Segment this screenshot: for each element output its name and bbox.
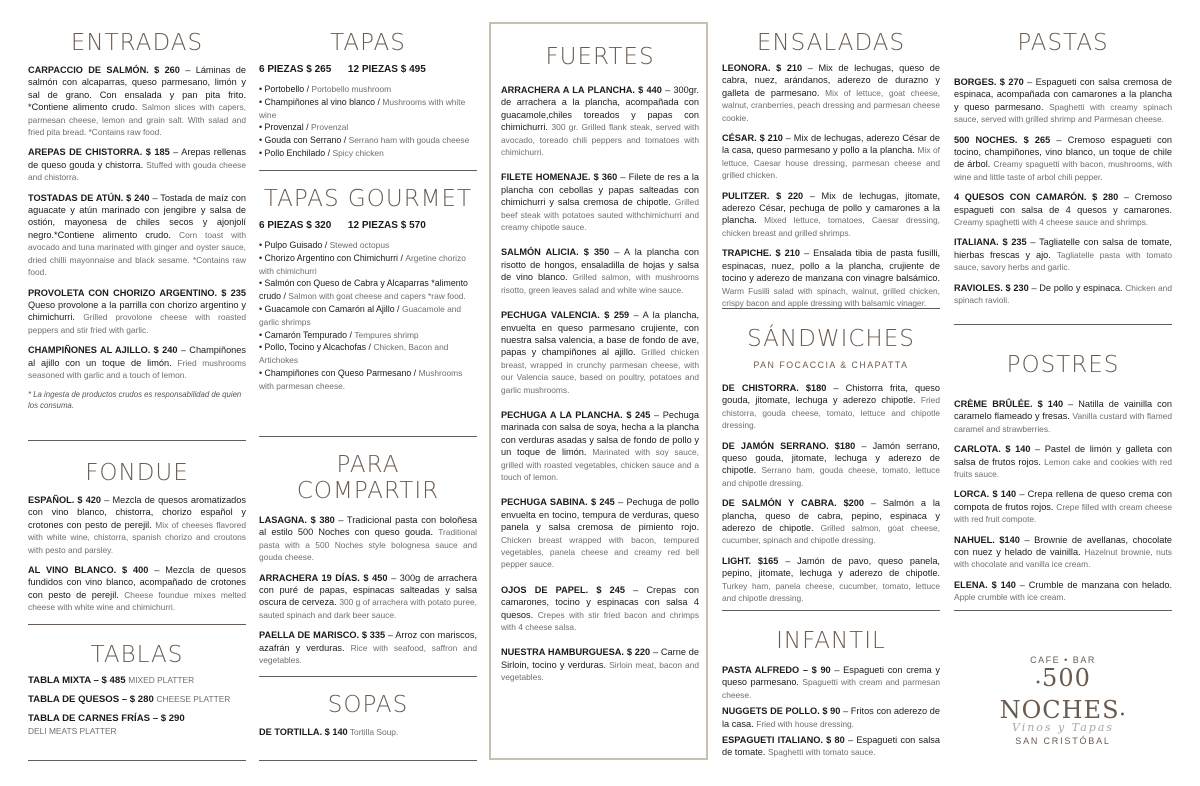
divider <box>722 308 940 309</box>
list-item: • Camarón Tempurado / Tempures shrimp <box>259 329 477 342</box>
list-item: PECHUGA A LA PLANCHA. $ 245 – Pechuga marinada con salsa de soya, hecha a la plancha con verduras asadas y salsa de fondo de pollo y un toque de limón. Marinated with soy sauce, grilled with roasted vegetables, chicken sauce and a touch of lemon. <box>501 409 700 482</box>
list-item: CRÈME BRÛLÉE. $ 140 – Natilla de vainilla con caramelo flameado y fresas. Vanilla custard with flamed caramel and strawberries. <box>954 399 1172 434</box>
brand-logo <box>968 655 1158 746</box>
list-item: TRAPICHE. $ 210 – Ensalada tibia de pasta fusilli, espinacas, nuez, pollo a la plancha, crujiente de tocino y aderezo de manzana con vinagre balsámico. Warm Fusilli salad with spinach, walnut, grilled chicken, crispy bacon and apple dressing with balsamic vinager. <box>722 248 940 308</box>
tapas-section <box>259 30 477 160</box>
list-item: 4 QUESOS CON CAMARÓN. $ 280 – Cremoso espagueti con salsa de 4 quesos y camarones. Creamy spaghetti with 4 cheese sauce and shrimps. <box>954 192 1172 228</box>
divider <box>28 624 246 625</box>
list-item: • Pollo Enchilado / Spicy chicken <box>259 147 477 160</box>
list-item: PASTA ALFREDO – $ 90 – Espagueti con crema y queso parmesano. Spaguetti with cream and parmesan cheese. <box>722 665 941 700</box>
list-item: AL VINO BLANCO. $ 400 – Mezcla de quesos fundidos con vino blanco, acompañado de crotones con pesto de perejil. Cheese foundue mixes melted cheese with white wine and chimichurri. <box>28 565 246 613</box>
divider <box>259 170 477 171</box>
divider <box>28 760 246 761</box>
raw-food-note: * La ingesta de productos crudos es responsabilidad de quien los consuma. <box>28 390 242 411</box>
list-item: AREPAS DE CHISTORRA. $ 185 – Arepas rellenas de queso gouda y chistorra. Stuffed with gouda cheese and chistorra. <box>28 147 246 183</box>
list-item: • Gouda con Serrano / Serrano ham with gouda cheese <box>259 134 477 147</box>
section-title-fondue: FONDUE <box>85 460 189 486</box>
tapas-gourmet-list <box>259 239 477 393</box>
divider <box>259 436 477 437</box>
list-item: CARLOTA. $ 140 – Pastel de limón y galleta con salsa de frutos rojos. Lemon cake and cookies with red fruits sauce. <box>954 444 1172 480</box>
list-item: PROVOLETA CON CHORIZO ARGENTINO. $ 235 Queso provolone a la parrilla con chorizo argentino y chimichurri. Grilled provolone cheese with roasted peppers and stir fried with garlic. <box>28 287 246 335</box>
tapas-gourmet-prices: 6 PIEZAS $ 320 12 PIEZAS $ 570 <box>259 220 426 231</box>
tapas-gourmet-section <box>259 186 477 393</box>
list-item: PECHUGA SABINA. $ 245 – Pechuga de pollo envuelta en tocino, tempura de verduras, queso panela y salsa cremosa de pimiento rojo. Chicken breast wrapped with bacon, tempured vegetables, panela cheese and creamy red bell pepper sauce. <box>501 497 699 570</box>
column-1 <box>28 0 246 411</box>
divider <box>28 440 246 441</box>
list-item: NUGGETS DE POLLO. $ 90 – Fritos con aderezo de la casa. Fried with house dressing. <box>722 706 940 729</box>
logo-script: Vinos y Tapas <box>1011 721 1115 734</box>
list-item: DE CHISTORRA. $180 – Chistorra frita, queso gouda, jitomate, lechuga y aderezo chipotle. Fried chistorra, gouda cheese, tomato, lettuce and chipotle dressing. <box>722 383 940 431</box>
infantil-section <box>722 628 940 759</box>
list-item: • Champiñones con Queso Parmesano / Mushrooms with parmesan cheese. <box>259 367 477 393</box>
logo-name: •500 NOCHES• <box>999 664 1127 724</box>
list-item: • Portobello / Portobello mushroom <box>259 83 477 96</box>
list-item: SALMÓN ALICIA. $ 350 – A la plancha con risotto de hongos, ensaladilla de hojas y salsa de vino blanco. Grilled salmon, with mushrooms risotto, green leaves salad and white wine sauce. <box>501 247 699 295</box>
divider <box>259 676 477 677</box>
list-item: ARRACHERA A LA PLANCHA. $ 440 – 300gr. de arrachera a la plancha, acompañada con guacamole,chiles toreados y papas con chimichurri. 300 gr. Grilled flank steak, served with avocado, toreado chili peppers and tomatoes with chimichurri. <box>501 85 699 158</box>
list-item: LIGHT. $165 – Jamón de pavo, queso panela, pepino, jitomate, lechuga y aderezo de chipotle. Turkey ham, panela cheese, cucumber, tomato, lettuce and chipotle dressing. <box>722 555 940 604</box>
logo-bottom: SAN CRISTÓBAL <box>1015 736 1111 746</box>
list-item: CHAMPIÑONES AL AJILLO. $ 240 – Champiñones al ajillo con un toque de limón. Fried mushrooms seasoned with garlic and a touch of lemon. <box>28 345 247 380</box>
section-title-tapas-gourmet: TAPAS GOURMET <box>263 186 473 212</box>
section-title-infantil: INFANTIL <box>776 628 886 654</box>
section-title-sandwiches: SÁNDWICHES <box>747 326 915 352</box>
section-title-tablas: TABLAS <box>90 642 184 668</box>
entradas-list <box>28 64 246 411</box>
divider <box>259 760 477 761</box>
list-item: • Provenzal / Provenzal <box>259 121 477 134</box>
list-item: ELENA. $ 140 – Crumble de manzana con helado. Apple crumble with ice cream. <box>954 579 1172 603</box>
divider <box>722 610 940 611</box>
list-item: CÉSAR. $ 210 – Mix de lechugas, aderezo César de la casa, queso parmesano y pollo a la plancha. Mix of lettuce, Caesar house dressing, parmesan cheese and grilled chicken. <box>722 133 940 181</box>
list-item: DE JAMÓN SERRANO. $180 – Jamón serrano, queso gouda, jitomate, lechuga y aderezo de chipotle. Serrano ham, gouda cheese, tomato, lettuce and chipotle dressing. <box>722 440 940 488</box>
list-item: • Salmón con Queso de Cabra y Alcaparras *alimento crudo / Salmon with goat cheese and capers *raw food. <box>259 277 477 303</box>
list-item: • Guacamole con Camarón al Ajillo / Guacamole and garlic shrimps <box>259 303 477 329</box>
tapas-list <box>259 83 477 160</box>
list-item: TABLA DE QUESOS – $ 280 CHEESE PLATTER <box>28 694 231 705</box>
fondue-section <box>28 460 246 622</box>
list-item: PECHUGA VALENCIA. $ 259 – A la plancha, envuelta en queso parmesano crujiente, con nuestra salsa valencia, a base de fondo de ave, papas y champiñones al ajillo. Grilled chicken breast, wrapped in crunchy parmesan cheese, with our Valencia sauce, based on poultry, potatoes and garlic mushrooms. <box>501 310 700 395</box>
list-item: CARPACCIO DE SALMÓN. $ 260 – Láminas de salmón con alcaparras, queso parmesano, limón y sal de grano. Con ensalada y pan pita frito. *Contiene alimento crudo. Salmon slices with capers, parmesan cheese, lemon and grain salt. With salad and fried pita bread. *Contains raw food. <box>28 65 246 138</box>
divider <box>954 610 1172 611</box>
list-item: RAVIOLES. $ 230 – De pollo y espinaca. Chicken and spinach ravioli. <box>954 282 1172 306</box>
section-title-tapas: TAPAS <box>330 30 406 56</box>
list-item: ARRACHERA 19 DÍAS. $ 450 – 300g de arrachera con puré de papas, espinacas salteadas y salsa oscura de cerveza. 300 g of arrachera with potato puree, sauted spinach and dark beer sauce. <box>259 572 477 620</box>
sandwiches-subtitle: PAN FOCACCIA & CHAPATTA <box>753 360 909 370</box>
list-item: TABLA MIXTA – $ 485 MIXED PLATTER <box>28 675 195 686</box>
list-item: • Pollo, Tocino y Alcachofas / Chicken, Bacon and Artichokes <box>259 341 477 367</box>
list-item: OJOS DE PAPEL. $ 245 – Crepas con camarones, tocino y espinacas con salsa 4 quesos. Crepes with stir fried bacon and chrimps with 4 cheese salsa. <box>501 584 700 633</box>
section-title-sopas: SOPAS <box>327 692 409 718</box>
section-title-para-compartir: PARA COMPARTIR <box>296 452 440 504</box>
fuertes-section <box>501 44 699 692</box>
tablas-section <box>28 642 246 744</box>
list-item: LASAGNA. $ 380 – Tradicional pasta con boloñesa al estilo 500 Noches con queso gouda. Traditional pasta with a 500 Noches style bolognesa sauce and gouda cheese. <box>259 515 477 563</box>
sopas-section <box>259 692 477 746</box>
section-title-entradas: ENTRADAS <box>70 30 204 56</box>
list-item: PAELLA DE MARISCO. $ 335 – Arroz con mariscos, azafrán y verduras. Rice with seafood, saffron and vegetables. <box>259 630 477 666</box>
list-item: • Champiñones al vino blanco / Mushrooms with white wine <box>259 96 477 122</box>
list-item: • Chorizo Argentino con Chimichurri / Argetine chorizo with chimichurri <box>259 252 477 278</box>
list-item: • Pulpo Guisado / Stewed octopus <box>259 239 477 252</box>
list-item: ESPAÑOL. $ 420 – Mezcla de quesos aromatizados con vino blanco, chistorra, chorizo español y crotones con pesto de perejil. Mix of cheeses flavored with white wine, chistorra, spanish chorizo and croutons with pesto and parsley. <box>28 495 247 555</box>
ensaladas-section <box>722 30 940 317</box>
list-item: ESPAGUETI ITALIANO. $ 80 – Espagueti con salsa de tomate. Spaghetti with tomato sauce. <box>722 735 940 758</box>
pastas-section <box>954 30 1172 315</box>
list-item: FILETE HOMENAJE. $ 360 – Filete de res a la plancha con cebollas y papas salteadas con chimichurri y salsa cremosa de chipotle. Grilled beef steak with potatoes sauted withchimichurri and creamy chipotle sauce. <box>501 172 699 233</box>
list-item: NUESTRA HAMBURGUESA. $ 220 – Carne de Sirloin, tocino y verduras. Sirloin meat, bacon and vegetables. <box>501 647 700 683</box>
para-compartir-section <box>259 452 477 674</box>
list-item: BORGES. $ 270 – Espagueti con salsa cremosa de espinaca, acompañada con camarones a la plancha y queso parmesano. Spaghetti with creamy spinach sauce, served with grilled shrimp and Parmesan cheese. <box>954 77 1172 125</box>
list-item: LORCA. $ 140 – Crepa rellena de queso crema con compota de frutos rojos. Crepe filled with cream cheese with red fruit compote. <box>954 489 1172 525</box>
section-title-ensaladas: ENSALADAS <box>756 30 906 56</box>
list-item: ITALIANA. $ 235 – Tagliatelle con salsa de tomate, hierbas frescas y ajo. Tagliatelle pasta with tomato sauce, savory herbs and garlic. <box>954 237 1172 273</box>
list-item: TOSTADAS DE ATÚN. $ 240 – Tostada de maíz con aguacate y atún marinado con jengibre y salsa de ostión, mayonesa de chiles secos y ajonjolí negro.*Contiene alimento crudo. Corn toast with avocado and tuna marinated with ginger and oyster sauce, dried chilli mayonnaise and black sesame. *Contains raw food. <box>28 192 247 278</box>
divider <box>954 324 1172 325</box>
sandwiches-section <box>722 326 940 613</box>
list-item: NAHUEL. $140 – Brownie de avellanas, chocolate con nuez y helado de vainilla. Hazelnut brownie, nuts with chocolate and vanilla ice cream. <box>954 534 1172 570</box>
list-item: TABLA DE CARNES FRÍAS – $ 290 DELI MEATS PLATTER <box>28 713 185 736</box>
postres-section <box>954 352 1172 612</box>
list-item: DE SALMÓN Y CABRA. $200 – Salmón a la plancha, queso de cabra, pepino, espinaca y aderezo de chipotle. Grilled salmon, goat cheese, cucumber, spinach and chipotle dressing. <box>722 498 941 546</box>
list-item: 500 NOCHES. $ 265 – Cremoso espagueti con tocino, champiñones, vino blanco, un toque de chile de árbol. Creamy spaguetti with bacon, mushrooms, with wine and little taste of arbol chili pepper. <box>954 134 1172 182</box>
tapas-prices: 6 PIEZAS $ 265 12 PIEZAS $ 495 <box>259 64 426 75</box>
logo-top: CAFE • BAR <box>1030 655 1096 665</box>
section-title-fuertes: FUERTES <box>545 44 655 70</box>
section-title-pastas: PASTAS <box>1017 30 1109 56</box>
list-item: DE TORTILLA. $ 140 Tortilla Soup. <box>259 727 399 737</box>
section-title-postres: POSTRES <box>1006 352 1120 378</box>
list-item: LEONORA. $ 210 – Mix de lechugas, queso de cabra, nuez, arándanos, aderezo de durazno y galleta de parmesano. Mix of lettuce, goat cheese, walnut, cranberries, peach dressing and parmesan cheese cookie. <box>722 63 941 123</box>
list-item: PULITZER. $ 220 – Mix de lechugas, jitomate, aderezo César, pechuga de pollo y camarones a la plancha. Mixed lettuce, tomatoes, Caesar dressing, chicken breast and grilled shrimps. <box>722 190 940 238</box>
